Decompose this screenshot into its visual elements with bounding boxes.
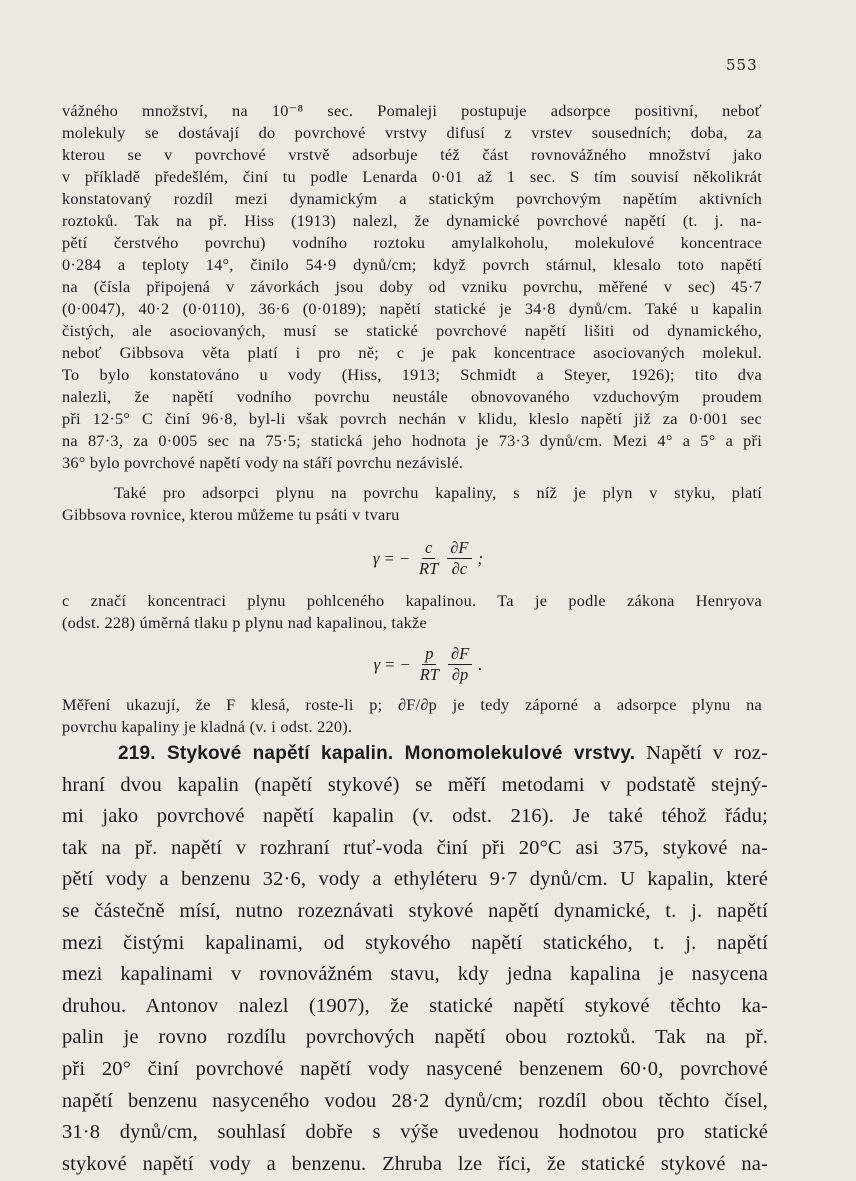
text-fragment: Napětí v roz- bbox=[646, 742, 768, 764]
text-line: povrchu kapaliny je kladná (v. i odst. 220). bbox=[62, 717, 353, 736]
fraction-numerator: ∂F bbox=[447, 538, 471, 559]
text-line: neboť Gibbsova věta platí i pro ně; c je pak koncentrace asociovaných molekul. bbox=[62, 343, 762, 362]
fraction bbox=[416, 538, 441, 579]
fraction-denominator: ∂c bbox=[451, 559, 468, 578]
equation-lhs: γ = − bbox=[372, 548, 411, 568]
text-line: palin je rovno rozdílu povrchových napětí obou roztoků. Tak na př. bbox=[62, 1026, 768, 1049]
text-line: napětí benzenu nasyceného vodou 28·2 dynů/cm; rozdíl obou těchto čísel, bbox=[62, 1089, 768, 1112]
equation-lhs: γ = − bbox=[373, 654, 411, 674]
text-line: molekuly se dostávají do povrchové vrstvy difusí z vrstev sousedních; doba, za bbox=[62, 123, 762, 142]
text-line: konstatovaný rozdíl mezi dynamickým a statickým povrchovým napětím aktivních bbox=[62, 189, 762, 208]
text-line: v příkladě předešlém, činí tu podle Lenarda 0·01 až 1 sec. S tím souvisí několikrát bbox=[62, 167, 762, 186]
text-line: se částečně mísí, nutno rozeznávati stykové napětí dynamické, t. j. napětí bbox=[62, 899, 768, 922]
text-line: c značí koncentraci plynu pohlceného kapalinou. Ta je podle zákona Henryova bbox=[62, 591, 762, 610]
equation-tail: . bbox=[478, 654, 483, 674]
fraction-denominator: RT bbox=[419, 559, 439, 578]
text-line: na (čísla připojená v závorkách jsou doby od vzniku povrchu, měřené v sec) 45·7 bbox=[62, 277, 762, 296]
text-line: 36° bylo povrchové napětí vody na stáří povrchu nezávislé. bbox=[62, 453, 464, 472]
text-line: kterou se v povrchové vrstvě adsorbuje též část rovnovážného množství jako bbox=[62, 145, 762, 164]
text-line: hraní dvou kapalin (napětí stykové) se měří metodami v podstatě stejný- bbox=[62, 773, 768, 796]
text-line: mi jako povrchové napětí kapalin (v. odst. 216). Je také téhož řádu; bbox=[62, 805, 768, 828]
text-line: čistých, ale asociovaných, musí se statické povrchové napětí lišiti od dynamického, bbox=[62, 321, 762, 340]
text-line: mezi kapalinami v rovnovážném stavu, kdy jedna kapalina je nasycena bbox=[62, 963, 768, 986]
text-line: (0·0047), 40·2 (0·0110), 36·6 (0·0189); napětí statické je 34·8 dynů/cm. Také u kapalin bbox=[62, 299, 762, 318]
equation-gibbs-pressure bbox=[0, 644, 856, 685]
text-line: druhou. Antonov nalezl (1907), že statické napětí stykové těchto ka- bbox=[62, 994, 768, 1017]
text-line: 0·284 a teploty 14°, činilo 54·9 dynů/cm; když povrch stárnul, klesalo toto napětí bbox=[62, 255, 762, 274]
fraction-denominator: RT bbox=[419, 665, 439, 684]
text-line: pětí čerstvého povrchu) vodního roztoku amylalkoholu, molekulové koncentrace bbox=[62, 233, 762, 252]
text-line: roztoků. Tak na př. Hiss (1913) nalezl, že dynamické povrchové napětí (t. j. na- bbox=[62, 211, 762, 230]
text-line: při 20° činí povrchové napětí vody nasycené benzenem 60·0, povrchové bbox=[62, 1057, 768, 1080]
text-line: při 12·5° C činí 96·8, byl-li však povrch nechán v klidu, kleslo napětí již za 0·001 sec bbox=[62, 409, 762, 428]
text-line: nalezli, že napětí vodního povrchu neustále obnovovaného vzduchovým proudem bbox=[62, 387, 762, 406]
text-line: vážného množství, na 10⁻⁸ sec. Pomaleji postupuje adsorpce positivní, neboť bbox=[62, 101, 762, 120]
text-line: Gibbsova rovnice, kterou můžeme tu psáti v tvaru bbox=[62, 505, 400, 524]
fraction-numerator: c bbox=[422, 538, 435, 559]
fraction-denominator: ∂p bbox=[451, 665, 469, 684]
text-line: stykové napětí vody a benzenu. Zhruba lze říci, že statické stykové na- bbox=[62, 1152, 768, 1175]
fraction bbox=[447, 538, 471, 579]
fraction bbox=[448, 644, 472, 685]
text-line: To bylo konstatováno u vody (Hiss, 1913; Schmidt a Steyer, 1926); tito dva bbox=[62, 365, 762, 384]
text-line: 31·8 dynů/cm, souhlasí dobře s výše uvedenou hodnotou pro statické bbox=[62, 1121, 768, 1144]
fraction-numerator: ∂F bbox=[448, 644, 472, 665]
fraction-numerator: p bbox=[422, 644, 436, 665]
text-line: tak na př. napětí v rozhraní rtuť-voda činí při 20°C asi 375, stykové na- bbox=[62, 836, 768, 859]
text-line: Také pro adsorpci plynu na povrchu kapaliny, s níž je plyn v styku, platí bbox=[114, 483, 762, 502]
paragraph-henry-law bbox=[62, 590, 762, 634]
equation-tail: ; bbox=[477, 548, 484, 568]
page-number: 553 bbox=[726, 56, 758, 74]
text-line: pětí vody a benzenu 32·6, vody a ethyléteru 9·7 dynů/cm. U kapalin, které bbox=[62, 868, 768, 891]
paragraph-adsorption-dynamics bbox=[62, 100, 762, 474]
fraction bbox=[417, 644, 442, 685]
text-line: (odst. 228) úměrná tlaku p plynu nad kapalinou, takže bbox=[62, 613, 428, 632]
paragraph-gas-adsorption bbox=[62, 482, 762, 526]
text-line: na 87·3, za 0·005 sec na 75·5; statická jeho hodnota je 73·3 dynů/cm. Mezi 4° a 5° a při bbox=[62, 431, 762, 450]
section-first-line bbox=[62, 738, 768, 770]
equation-gibbs-concentration bbox=[0, 538, 856, 579]
section-heading: 219. Stykové napětí kapalin. Monomolekulové vrstvy. bbox=[118, 743, 636, 764]
paragraph-measurement bbox=[62, 694, 762, 738]
text-line: Měření ukazují, že F klesá, roste-li p; ∂F/∂p je tedy záporné a adsorpce plynu na bbox=[62, 695, 762, 714]
section-219 bbox=[62, 738, 768, 1180]
text-line: mezi čistými kapalinami, od stykového napětí statického, t. j. napětí bbox=[62, 931, 768, 954]
